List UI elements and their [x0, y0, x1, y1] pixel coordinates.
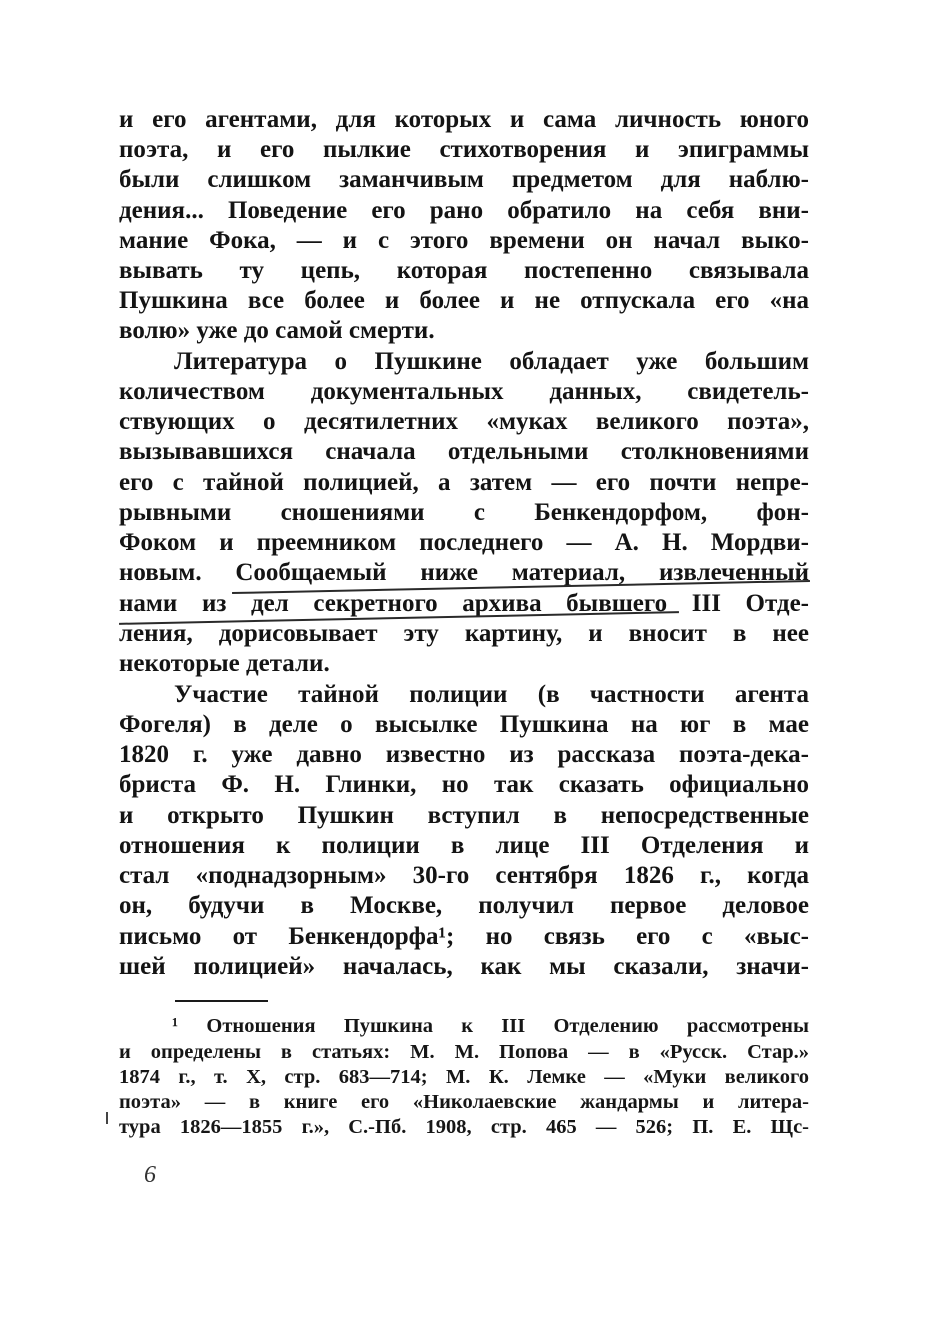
- body-line-20: Участие тайной полиции (в частности агента: [174, 681, 809, 708]
- body-line-13: его с тайной полицией, а затем — его почти непре-: [119, 469, 809, 496]
- footnote-line-1: ¹ Отношения Пушкина к III Отделению рассмотрены: [172, 1015, 809, 1037]
- body-line-17: нами из дел секретного архива бывшего III Отде-: [119, 590, 809, 617]
- body-line-28: письмо от Бенкендорфа¹; но связь его с «выс-: [119, 923, 809, 950]
- body-line-11: ствующих о десятилетних «муках великого поэта»,: [119, 408, 809, 435]
- body-line-10: количеством документальных данных, свидетель-: [119, 378, 809, 405]
- body-line-15: Фоком и преемником последнего — А. Н. Мордви-: [119, 529, 809, 556]
- footnote-separator: [175, 1000, 268, 1002]
- body-line-29: шей полицией» началась, как мы сказали, значи-: [119, 953, 809, 980]
- body-line-18: ления, дорисовывает эту картину, и вносит в нее: [119, 620, 809, 647]
- footnote-line-2: и определены в статьях: М. М. Попова — в «Русск. Стар.»: [119, 1041, 809, 1063]
- body-line-27: он, будучи в Москве, получил первое деловое: [119, 892, 809, 919]
- body-line-25: отношения к полиции в лице III Отделения и: [119, 832, 809, 859]
- page-number: 6: [144, 1162, 156, 1188]
- body-line-9: Литература о Пушкине обладает уже большим: [174, 348, 809, 375]
- body-line-16: новым. Сообщаемый ниже материал, извлеченный: [119, 559, 809, 586]
- footnote-line-4: поэта» — в книге его «Николаевские жандармы и литера-: [119, 1091, 809, 1113]
- body-line-7: Пушкина все более и более и не отпускала его «на: [119, 287, 809, 314]
- body-line-4: дения... Поведение его рано обратило на себя вни-: [119, 197, 809, 224]
- body-line-21: Фогеля) в деле о высылке Пушкина на юг в мае: [119, 711, 809, 738]
- body-line-24: и открыто Пушкин вступил в непосредственные: [119, 802, 809, 829]
- margin-mark: [106, 1112, 108, 1124]
- footnote-line-5: тура 1826—1855 г.», С.-Пб. 1908, стр. 465 — 526; П. Е. Щс-: [119, 1116, 809, 1138]
- body-line-6: вывать ту цепь, которая постепенно связывала: [119, 257, 809, 284]
- body-line-8: волю» уже до самой смерти.: [119, 317, 435, 344]
- footnote-line-3: 1874 г., т. X, стр. 683—714; М. К. Лемке — «Муки великого: [119, 1066, 809, 1088]
- body-line-3: были слишком заманчивым предметом для наблю-: [119, 166, 809, 193]
- body-line-1: и его агентами, для которых и сама личность юного: [119, 106, 809, 133]
- body-line-2: поэта, и его пылкие стихотворения и эпиграммы: [119, 136, 809, 163]
- body-line-26: стал «поднадзорным» 30-го сентября 1826 г., когда: [119, 862, 809, 889]
- body-line-19: некоторые детали.: [119, 650, 330, 677]
- body-line-12: вызывавшихся сначала отдельными столкновениями: [119, 438, 809, 465]
- body-line-23: бриста Ф. Н. Глинки, но так сказать официально: [119, 771, 809, 798]
- body-line-5: мание Фока, — и с этого времени он начал выко-: [119, 227, 809, 254]
- body-line-14: рывными сношениями с Бенкендорфом, фон-: [119, 499, 809, 526]
- body-line-22: 1820 г. уже давно известно из рассказа поэта-дека-: [119, 741, 809, 768]
